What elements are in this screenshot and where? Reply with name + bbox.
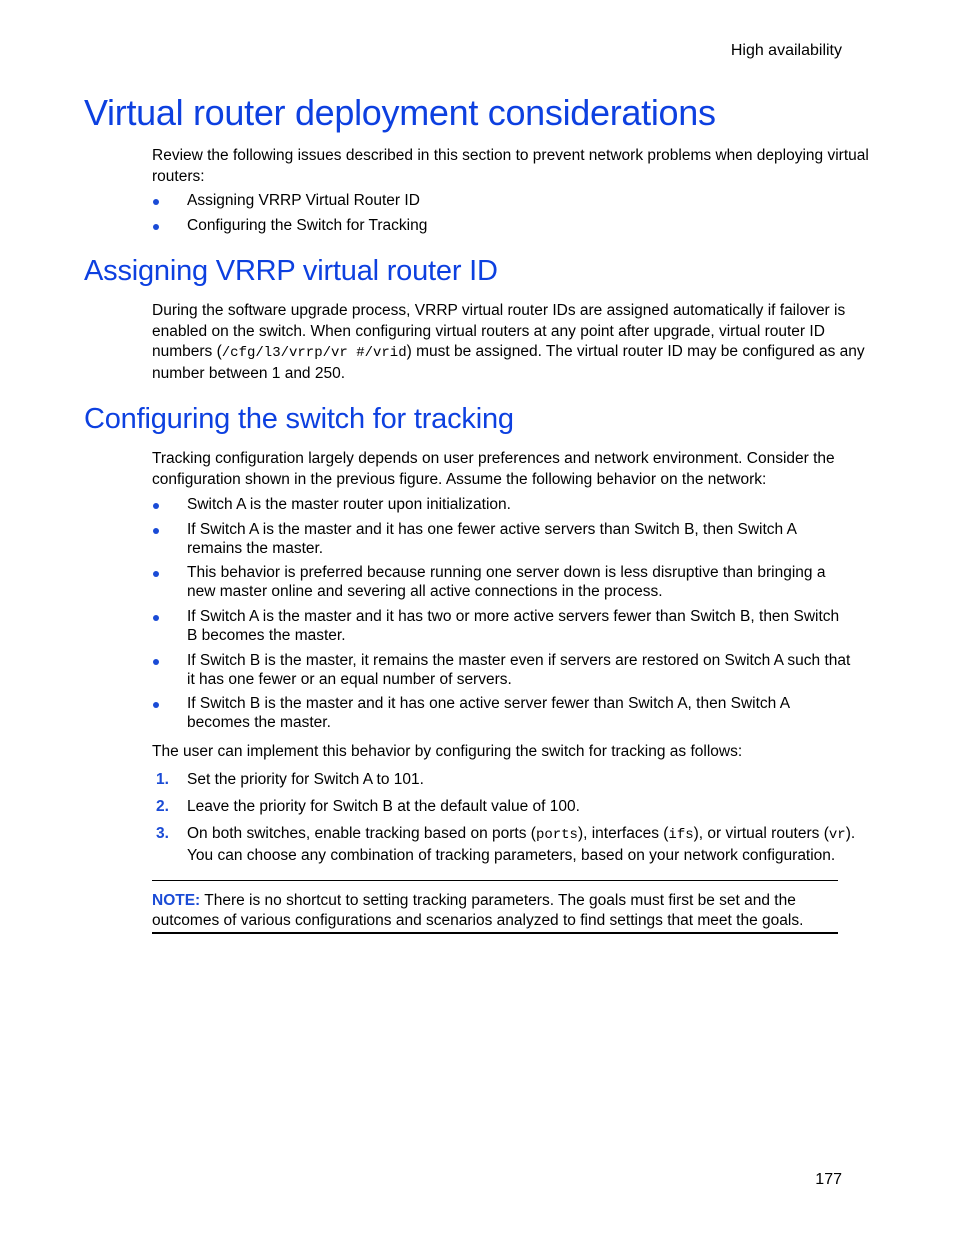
vr-code: vr xyxy=(828,827,846,843)
bullet-icon xyxy=(153,199,159,205)
bullet-icon xyxy=(153,571,159,577)
step-text: Set the priority for Switch A to 101. xyxy=(187,771,424,788)
step-text: Leave the priority for Switch B at the default value of 100. xyxy=(187,798,580,815)
bullet-icon xyxy=(153,224,159,230)
bullet-text: Assigning VRRP Virtual Router ID xyxy=(187,192,420,209)
step-text: On both switches, enable tracking based on ports (ports), interfaces (ifs), or virtual routers (vr). You can choose any combination of tracking parameters, based on your network configuration. xyxy=(187,825,856,864)
tracking-intro-paragraph: Tracking configuration largely depends on user preferences and network environment. Consider the configuration shown in the previous figure. Assume the following behavior on the network: xyxy=(152,450,835,488)
intro-paragraph: Review the following issues described in this section to prevent network problems when deploying virtual routers: xyxy=(152,147,869,185)
bullet-text: This behavior is preferred because running one server down is less disruptive than bringing a new master online and severing all active connections in the process. xyxy=(187,564,826,600)
note-box xyxy=(152,880,838,934)
bullet-text: If Switch A is the master and it has two or more active servers fewer than Switch B, then Switch B becomes the master. xyxy=(187,608,840,644)
ports-code: ports xyxy=(535,827,578,843)
bullet-text: Configuring the Switch for Tracking xyxy=(187,217,428,234)
ifs-code: ifs xyxy=(668,827,694,843)
bullet-icon xyxy=(153,528,159,534)
step-number: 3. xyxy=(156,825,169,842)
bullet-icon xyxy=(153,659,159,665)
section-heading-vrrp-id: Assigning VRRP virtual router ID xyxy=(84,255,498,287)
vrrp-id-paragraph: During the software upgrade process, VRRP virtual router IDs are assigned automatically if failover is enabled on the switch. When configuring virtual routers at any point after upgrade, virtual router ID numbers (/cfg/l3/vrrp/vr #/vrid) must be assigned. The virtual router ID may be configured as any number between 1 and 250. xyxy=(152,302,865,382)
section-heading-tracking: Configuring the switch for tracking xyxy=(84,403,514,435)
bullet-text: If Switch A is the master and it has one fewer active servers than Switch B, then Switch A remains the master. xyxy=(187,521,797,557)
bullet-text: If Switch B is the master, it remains the master even if servers are restored on Switch A such that it has one fewer or an equal number of servers. xyxy=(187,652,851,688)
page-title: Virtual router deployment considerations xyxy=(84,92,716,133)
bullet-icon xyxy=(153,503,159,509)
note-text: There is no shortcut to setting tracking parameters. The goals must first be set and the outcomes of various configurations and scenarios analyzed to find settings that meet the goals. xyxy=(152,892,804,929)
step-number: 2. xyxy=(156,798,169,815)
bullet-icon xyxy=(153,615,159,621)
vrid-command-code: /cfg/l3/vrrp/vr #/vrid xyxy=(221,345,407,361)
page-number: 177 xyxy=(815,1171,842,1188)
bullet-text: If Switch B is the master and it has one active server fewer than Switch A, then Switch A becomes the master. xyxy=(187,695,790,731)
note-label: NOTE: xyxy=(152,892,201,909)
step-number: 1. xyxy=(156,771,169,788)
tracking-lead-paragraph: The user can implement this behavior by configuring the switch for tracking as follows: xyxy=(152,743,743,760)
running-header: High availability xyxy=(730,42,842,59)
bullet-icon xyxy=(153,702,159,708)
bullet-text: Switch A is the master router upon initialization. xyxy=(187,496,511,513)
